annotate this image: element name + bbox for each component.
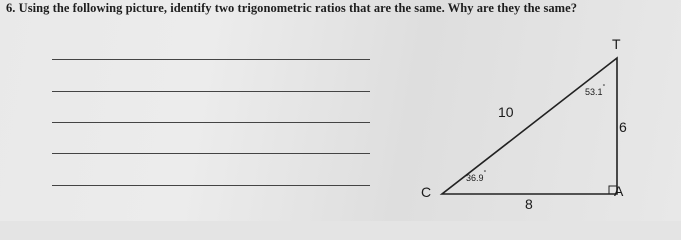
side-label-hypotenuse: 10: [498, 104, 514, 120]
question-text: 6. Using the following picture, identify two trigonometric ratios that are the same. Why are they the same?: [6, 1, 578, 15]
angle-value-c: 36.9: [466, 173, 484, 183]
degree-symbol-c: °: [483, 170, 487, 177]
vertex-label-a: A: [614, 183, 624, 199]
angle-label-c: [466, 170, 487, 183]
vertex-label-t: T: [612, 36, 621, 52]
angle-value-t: 53.1: [585, 87, 603, 97]
side-label-base: 8: [525, 196, 533, 212]
angle-label-t: [585, 84, 606, 97]
side-label-vertical: 6: [619, 119, 627, 135]
vertex-label-c: C: [421, 184, 432, 200]
degree-symbol-t: °: [602, 84, 606, 91]
